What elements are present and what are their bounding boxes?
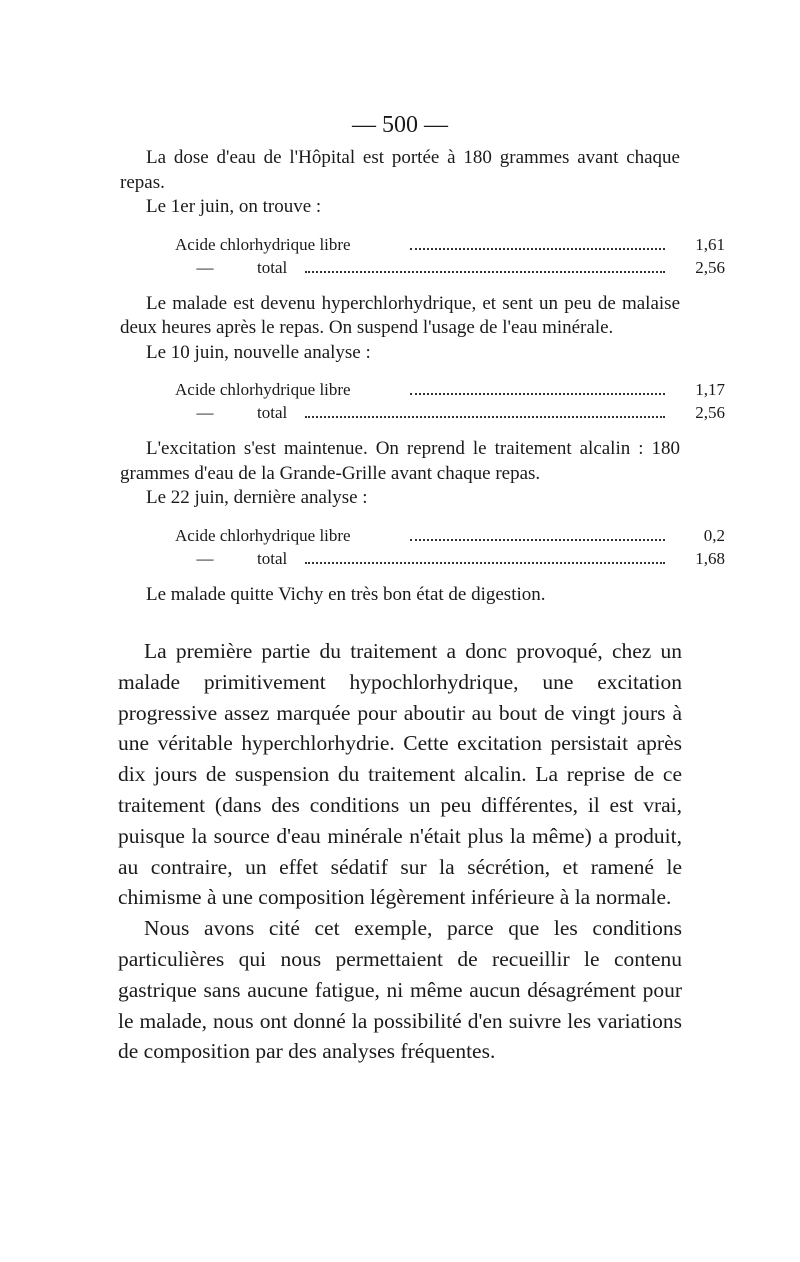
dot-leader (305, 271, 665, 273)
dot-leader (305, 416, 665, 418)
paragraph-hyperchlorhydric: Le malade est devenu hyperchlorhydrique, et sent un peu de malaise deux heures après le repas. On suspend l'usage de l'eau minérale. (120, 292, 680, 338)
analysis1-row-total (175, 256, 725, 279)
analysis-label: total (257, 548, 288, 568)
paragraph-leaves-vichy: Le malade quitte Vichy en très bon état de digestion. (146, 583, 546, 605)
analysis-label: total (257, 257, 288, 277)
analysis-label: Acide chlorhydrique libre (175, 525, 351, 545)
analysis3-row-free (175, 524, 725, 547)
analysis-label: Acide chlorhydrique libre (175, 380, 351, 399)
dot-leader (305, 562, 665, 564)
dot-leader (410, 539, 665, 541)
page-number: — 500 — (352, 112, 448, 138)
case-notes (120, 146, 725, 607)
analysis-label: Acide chlorhydrique libre (175, 234, 351, 254)
analysis-value: 1,68 (695, 548, 725, 568)
commentary (118, 636, 682, 1067)
ditto-dash: — (196, 548, 214, 568)
analysis-value: 2,56 (695, 403, 725, 422)
dot-leader (410, 393, 665, 395)
paragraph-first-part: La première partie du traitement a donc provoqué, chez un malade primitivement hypochlorhydrique, une excitation progressive assez marquée pour aboutir au bout de vingt jours à une véritable hyperchlorhydrie. Cette excitation persistait après dix jours de suspension du traitement alcalin. La reprise de ce traitement (dans des conditions un peu différentes, il est vrai, puisque la source d'eau minérale n'était plus la même) a produit, au contraire, un effet sédatif sur la sécrétion, et ramené le chimisme à une composition légèrement inférieure à la normale. (118, 639, 682, 910)
analysis-value: 2,56 (695, 257, 725, 277)
analysis-value: 1,61 (695, 234, 725, 254)
analysis-value: 1,17 (695, 380, 725, 399)
paragraph-dose: La dose d'eau de l'Hôpital est portée à 180 grammes avant chaque repas. (120, 147, 680, 193)
paragraph-june-10: Le 10 juin, nouvelle analyse : (146, 341, 371, 363)
analysis3-row-total (175, 547, 725, 570)
analysis-value: 0,2 (703, 525, 725, 545)
paragraph-excitation: L'excitation s'est maintenue. On reprend le traitement alcalin : 180 grammes d'eau de la Grande-Grille avant chaque repas. (120, 438, 680, 484)
ditto-dash: — (196, 257, 214, 277)
paragraph-example: Nous avons cité cet exemple, parce que les conditions particulières qui nous permettaient de recueillir le contenu gastrique sans aucune fatigue, ni même aucun désagrément pour le malade, nous ont donné la possibilité d'en suivre les variations de composition par des analyses fréquentes. (118, 916, 682, 1064)
paragraph-june-1: Le 1er juin, on trouve : (146, 196, 322, 217)
analysis-label: total (257, 403, 288, 422)
dot-leader (410, 248, 665, 250)
analysis2-row-total (175, 401, 725, 424)
ditto-dash: — (196, 403, 214, 422)
analysis2-row-free (175, 378, 725, 401)
paragraph-june-22: Le 22 juin, dernière analyse : (146, 487, 368, 508)
analysis1-row-free (175, 233, 725, 256)
